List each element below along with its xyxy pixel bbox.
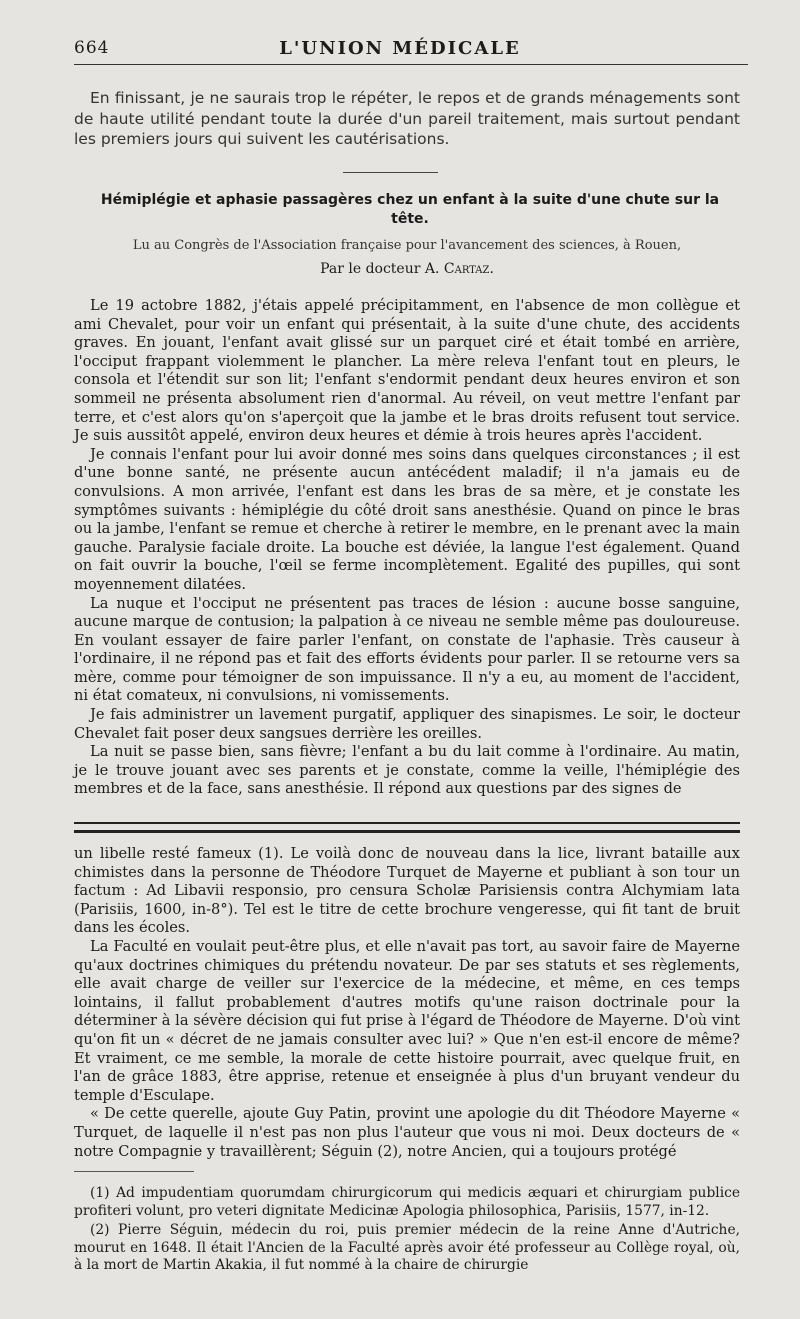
feuilleton-paragraph: « De cette querelle, ajoute Guy Patin, provint une apologie du dit Théodore Mayerne « Turquet, de laquelle il n'est pas non plus l'auteur que vous ni moi. Deux docteurs de « notre Compagnie y travaillèrent; Séguin (2), notre Ancien, qui a toujours protégé — [74, 1105, 740, 1160]
article-author — [74, 261, 740, 277]
footnotes — [74, 1185, 740, 1277]
footnote: (2) Pierre Séguin, médecin du roi, puis premier médecin de la reine Anne d'Autriche, mourut en 1648. Il était l'Ancien de la Faculté après avoir été professeur au Collège royal, où, à la mort de Martin Akakia, il fut nommé à la chaire de chirurgie — [74, 1222, 740, 1274]
article-read-at: Lu au Congrès de l'Association française pour l'avancement des sciences, à Rouen, — [132, 238, 682, 253]
article-paragraph: Je connais l'enfant pour lui avoir donné mes soins dans quelques circonstances ; il est d'une bonne santé, ne présente aucun antécédent maladif; il n'a jamais eu de convulsions. A mon arrivée, l'enfant est dans les bras de sa mère, et je constate les symptômes suivants : hémiplégie du côté droit sans anesthésie. Quand on pince le bras ou la jambe, l'enfant se remue et cherche à retirer le membre, en le prenant avec la main gauche. Paralysie faciale droite. La bouche est déviée, la langue l'est également. Quand on fait ouvrir la bouche, l'œil se ferme incomplètement. Egalité des pupilles, qui sont moyennement dilatées. — [74, 445, 740, 593]
footnote: (1) Ad impudentiam quorumdam chirurgicorum qui medicis æquari et chirurgiam publice profiteri volunt, pro veteri dignitate Medicinæ Apologia philosophica, Parisiis, 1577, in-12. — [74, 1185, 740, 1219]
article-title: Hémiplégie et aphasie passagères chez un enfant à la suite d'une chute sur la tête. — [100, 192, 720, 227]
intro-paragraph — [74, 88, 740, 150]
feuilleton-body — [74, 845, 740, 1161]
feuilleton-paragraph: La Faculté en voulait peut-être plus, et elle n'avait pas tort, au savoir faire de Mayerne qu'aux doctrines chimiques du prétendu novateur. De par ses statuts et ses règlements, elle avait charge de veiller sur l'exercice de la médecine, et même, en ces temps lointains, il fallut probablement d'autres motifs qu'une raison doctrinale pour la déterminer à la sévère décision qui fut prise à l'égard de Théodore de Mayerne. D'où vint qu'on fit un « décret de ne jamais consulter avec lui? » Que n'en est-il encore de même? Et vraiment, ce me semble, la morale de cette histoire pourrait, avec quelque fruit, en l'an de grâce 1883, être apprise, retenue et enseignée à plus d'un bruyant vendeur du temple d'Esculape. — [74, 937, 740, 1104]
author-name: Cartaz. — [443, 261, 494, 277]
journal-title: L'UNION MÉDICALE — [279, 38, 521, 59]
article-paragraph: Je fais administrer un lavement purgatif, appliquer des sinapismes. Le soir, le docteur Chevalet fait poser deux sangsues derrière les oreilles. — [74, 706, 740, 742]
footnote-rule — [74, 1171, 194, 1172]
intro-text: En finissant, je ne saurais trop le répéter, le repos et de grands ménagements sont de haute utilité pendant toute la durée d'un pareil traitement, mais surtout pendant les premiers jours qui suivent les cautérisations. — [74, 89, 740, 148]
article-paragraph: Le 19 actobre 1882, j'étais appelé précipitamment, en l'absence de mon collègue et ami Chevalet, pour voir un enfant qui présentait, à la suite d'une chute, des accidents graves. En jouant, l'enfant avait glissé sur un parquet ciré et était tombé en arrière, l'occiput frappant violemment le plancher. La mère releva l'enfant tout en pleurs, le consola et l'étendit sur son lit; l'enfant s'endormit pendant deux heures environ et son sommeil ne présenta absolument rien d'anormal. Au réveil, on veut mettre l'enfant par terre, et c'est alors qu'on s'aperçoit que la jambe et le bras droits refusent tout service. Je suis aussitôt appelé, environ deux heures et démie à trois heures après l'accident. — [74, 297, 740, 445]
article-paragraph: La nuit se passe bien, sans fièvre; l'enfant a bu du lait comme à l'ordinaire. Au matin, je le trouve jouant avec ses parents et je constate, comme la veille, l'hémiplégie des membres et de la face, sans anesthésie. Il répond aux questions par des signes de — [74, 743, 740, 798]
running-header — [0, 38, 800, 62]
article-body — [74, 297, 740, 799]
feuilleton-paragraph: un libelle resté fameux (1). Le voilà donc de nouveau dans la lice, livrant bataille aux chimistes dans la personne de Théodore Turquet de Mayerne et publiant à son tour un factum : Ad Libavii responsio, pro censura Scholæ Parisiensis contra Alchymiam lata (Parisiis, 1600, in-8°). Tel est le titre de cette brochure vengeresse, qui fit tant de bruit dans les écoles. — [74, 845, 740, 937]
header-rule — [74, 64, 748, 65]
section-divider — [343, 172, 438, 173]
page-number: 664 — [74, 38, 110, 58]
feuilleton-separator — [74, 822, 740, 833]
article-paragraph: La nuque et l'occiput ne présentent pas traces de lésion : aucune bosse sanguine, aucune marque de contusion; la palpation à ce niveau ne semble même pas douloureuse. En voulant essayer de faire parler l'enfant, on constate de l'aphasie. Très causeur à l'ordinaire, il ne répond pas et fait des efforts évidents pour parler. Il se retourne vers sa mère, comme pour témoigner de son impuissance. Il n'y a eu, au moment de l'accident, ni état comateux, ni convulsions, ni vomissements. — [74, 594, 740, 705]
author-prefix: Par le docteur A. — [320, 261, 440, 277]
